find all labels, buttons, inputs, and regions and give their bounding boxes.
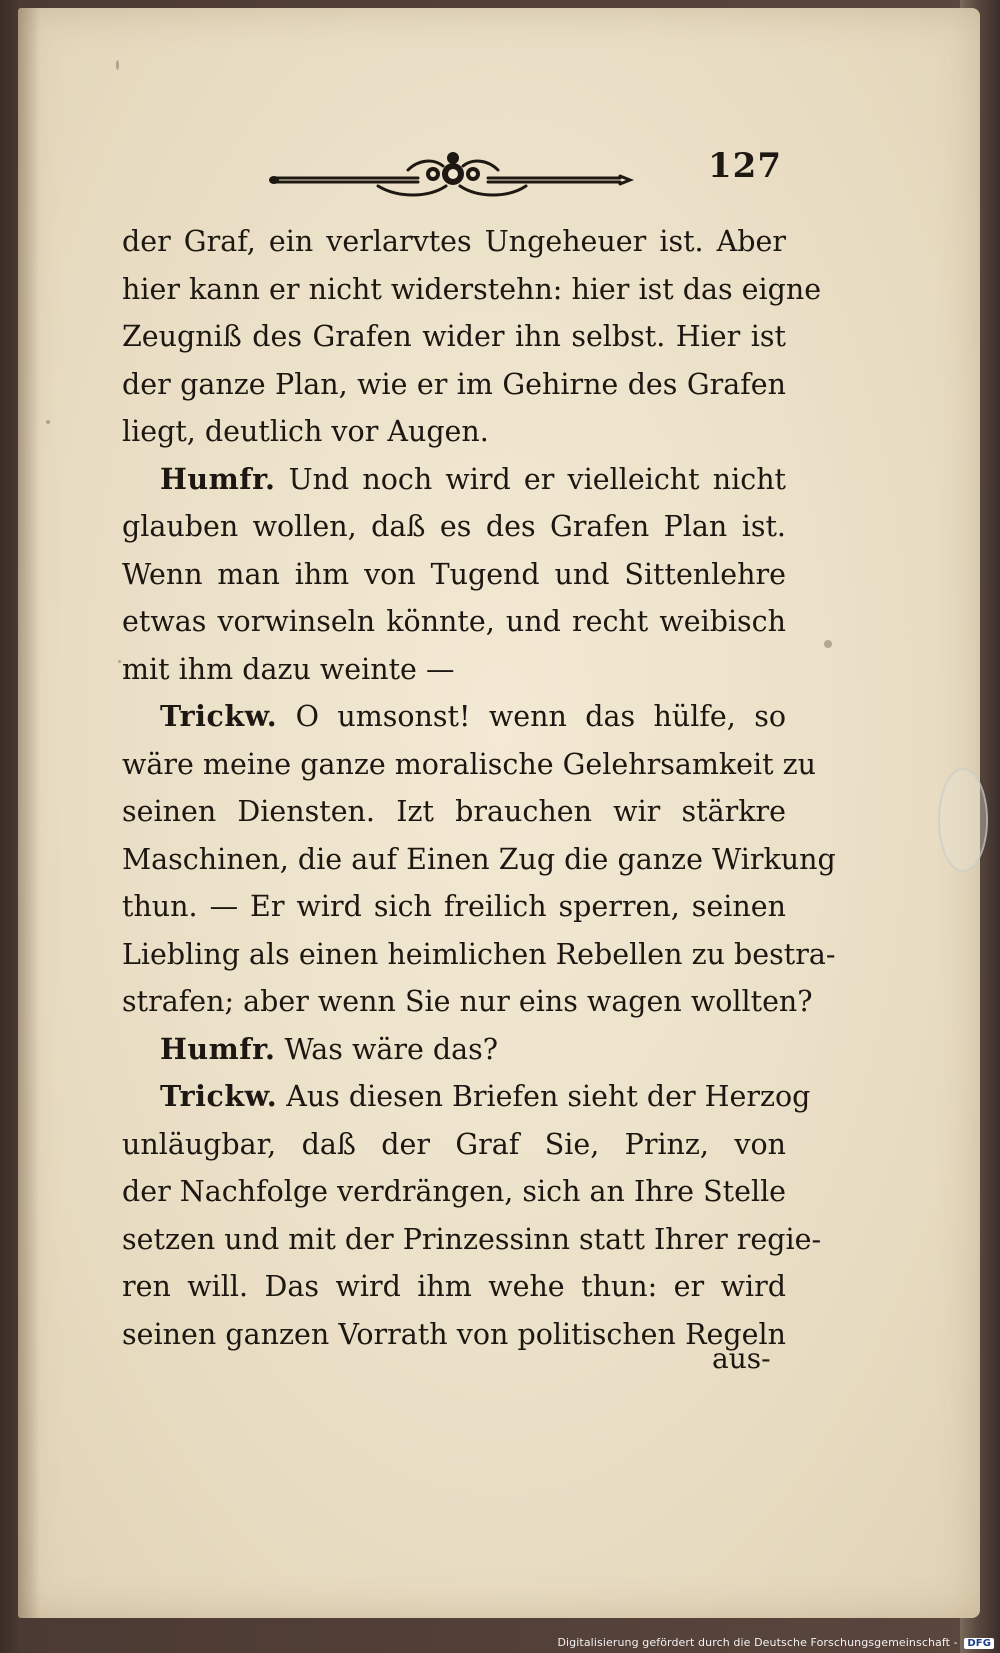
credit-text: Digitalisierung gefördert durch die Deutsche Forschungsgemeinschaft - xyxy=(557,1636,958,1649)
text-line xyxy=(122,741,817,789)
line-text: wäre meine ganze moralische Gelehrsamkeit zu xyxy=(122,747,817,781)
text-line xyxy=(122,503,786,551)
text-line xyxy=(122,551,786,599)
thumb-tab xyxy=(938,768,988,872)
line-text: der Graf, ein verlarvtes Ungeheuer ist. Aber xyxy=(122,225,786,258)
text-line xyxy=(122,1073,811,1121)
line-text: der ganze Plan, wie er im Gehirne des Grafen xyxy=(122,367,786,401)
gutter-shadow xyxy=(18,8,40,1618)
text-line xyxy=(122,313,786,361)
line-text: strafen; aber wenn Sie nur eins wagen wollten? xyxy=(122,985,813,1018)
line-text: ren will. Das wird ihm wehe thun: er wird xyxy=(122,1270,786,1303)
text-line xyxy=(122,1216,822,1264)
dfg-logo: DFG xyxy=(964,1638,994,1649)
speaker-name: Humfr. xyxy=(160,461,276,496)
page-number: 127 xyxy=(708,146,782,186)
text-line xyxy=(122,1121,786,1169)
text-line xyxy=(122,931,836,979)
text-line xyxy=(122,218,786,266)
line-text: mit ihm dazu weinte — xyxy=(122,652,455,686)
line-text: Was wäre das? xyxy=(284,1032,499,1066)
line-text: Zeugniß des Grafen wider ihn selbst. Hier ist xyxy=(122,320,786,353)
line-text: setzen und mit der Prinzessinn statt Ihrer regie- xyxy=(122,1222,822,1256)
digitization-credit xyxy=(557,1636,994,1649)
line-text: der Nachfolge verdrängen, sich an Ihre Stelle xyxy=(122,1175,787,1208)
line-text: Wenn man ihm von Tugend und Sittenlehre xyxy=(122,557,786,591)
line-text: thun. — Er wird sich freilich sperren, seinen xyxy=(122,890,786,923)
body-text xyxy=(122,218,836,1358)
text-line xyxy=(122,1168,786,1216)
text-line xyxy=(122,1311,786,1359)
paper-speck xyxy=(824,640,832,648)
line-text: hier kann er nicht widerstehn: hier ist das eigne xyxy=(122,272,822,306)
line-text: Und noch wird er vielleicht nicht xyxy=(288,462,786,496)
text-line xyxy=(122,1026,786,1074)
text-line xyxy=(122,361,786,409)
decorative-headpiece-ornament xyxy=(268,148,638,204)
line-text: glauben wollen, daß es des Grafen Plan ist. xyxy=(122,510,786,543)
line-text: seinen ganzen Vorrath von politischen Regeln xyxy=(122,1317,786,1351)
line-text: O umsonst! wenn das hülfe, so xyxy=(295,700,786,733)
text-line xyxy=(122,646,786,694)
text-line xyxy=(122,836,836,884)
text-line xyxy=(122,978,813,1026)
paper-speck xyxy=(118,660,121,663)
text-line xyxy=(122,788,786,836)
paper-speck xyxy=(46,420,50,424)
text-line xyxy=(122,598,786,646)
text-line xyxy=(122,408,786,456)
line-text: Maschinen, die auf Einen Zug die ganze Wirkung xyxy=(122,842,836,876)
line-text: Aus diesen Briefen sieht der Herzog xyxy=(286,1080,811,1113)
text-line xyxy=(122,883,786,931)
line-text: unläugbar, daß der Graf Sie, Prinz, von xyxy=(122,1127,786,1161)
paper-speck xyxy=(116,60,119,70)
text-line xyxy=(122,266,822,314)
catchword: aus- xyxy=(712,1342,771,1375)
text-line xyxy=(122,1263,786,1311)
speaker-name: Trickw. xyxy=(160,699,278,733)
text-line xyxy=(122,456,786,504)
line-text: seinen Diensten. Izt brauchen wir stärkre xyxy=(122,795,786,828)
line-text: liegt, deutlich vor Augen. xyxy=(122,415,489,448)
speaker-name: Trickw. xyxy=(160,1079,278,1113)
line-text: etwas vorwinseln könnte, und recht weibisch xyxy=(122,605,786,638)
text-line xyxy=(122,693,786,741)
speaker-name: Humfr. xyxy=(160,1031,276,1066)
line-text: Liebling als einen heimlichen Rebellen zu bestra- xyxy=(122,937,836,971)
